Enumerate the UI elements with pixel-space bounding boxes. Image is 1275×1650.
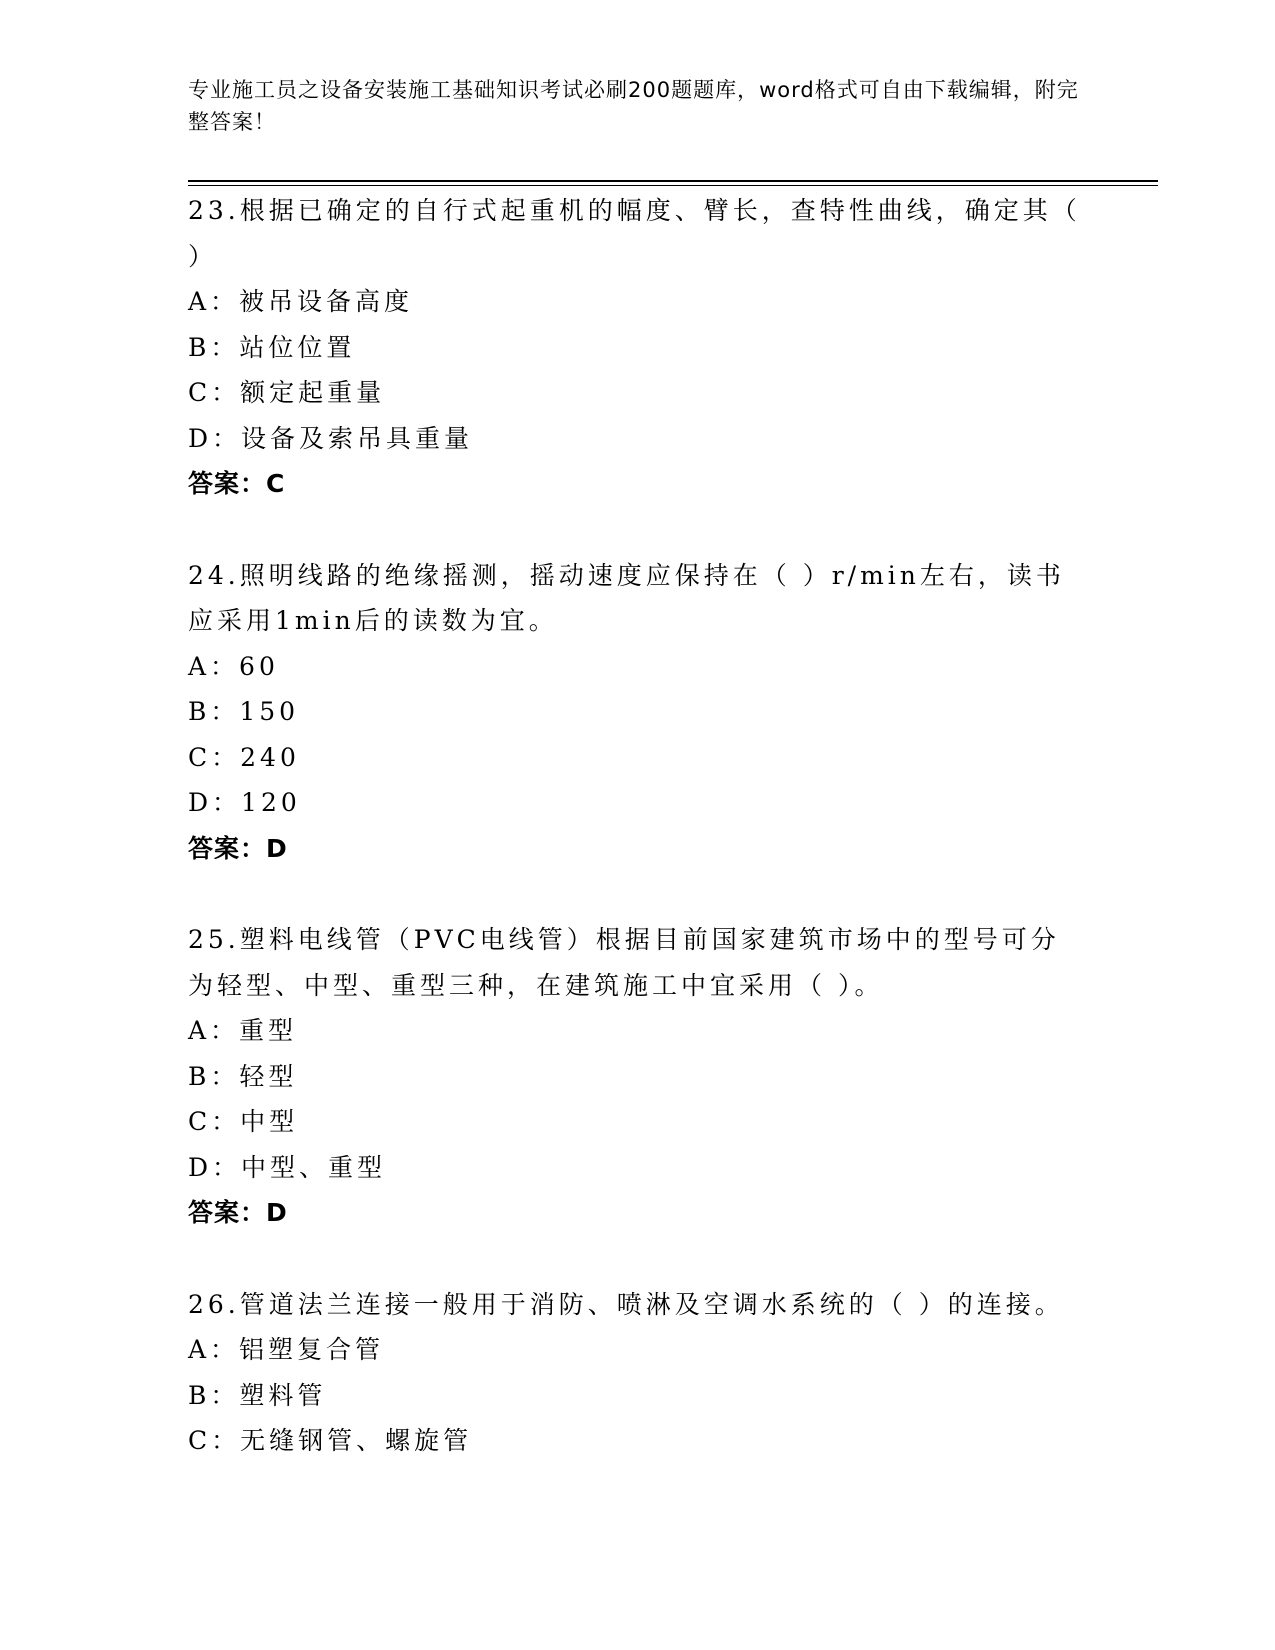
option-b: B：150 (188, 697, 300, 726)
option-c: C：中型 (188, 1107, 299, 1136)
answer: 答案：D (188, 1198, 288, 1227)
option-b: B：塑料管 (188, 1380, 327, 1410)
header-divider-thin (188, 185, 1158, 186)
header-divider (188, 180, 1158, 182)
question-24 (188, 553, 1088, 872)
option-d: D：120 (188, 788, 301, 817)
question-26 (188, 1282, 1088, 1464)
answer: 答案：C (188, 469, 286, 498)
question-stem: 26.管道法兰连接一般用于消防、喷淋及空调水系统的（ ）的连接。 (188, 1289, 1064, 1319)
option-c: C：240 (188, 742, 300, 772)
option-a: A：铝塑复合管 (188, 1335, 385, 1364)
answer: 答案：D (188, 833, 288, 863)
question-stem: 25.塑料电线管（PVC电线管）根据目前国家建筑市场中的型号可分为轻型、中型、重型三种，在建筑施工中宜采用（ ）。 (188, 925, 1060, 1000)
option-a: A：60 (188, 651, 279, 681)
option-c: C：额定起重量 (188, 378, 386, 407)
question-23 (188, 188, 1093, 507)
question-list (188, 188, 1093, 1510)
option-c: C：无缝钢管、螺旋管 (188, 1426, 473, 1455)
option-b: B：站位位置 (188, 332, 356, 362)
question-25 (188, 917, 1088, 1236)
option-b: B：轻型 (188, 1061, 298, 1091)
option-d: D：中型、重型 (188, 1152, 387, 1182)
option-d: D：设备及索吊具重量 (188, 423, 474, 453)
option-a: A：被吊设备高度 (188, 287, 414, 316)
option-a: A：重型 (188, 1016, 298, 1045)
question-stem: 23.根据已确定的自行式起重机的幅度、臂长，查特性曲线，确定其（ ） (188, 196, 1093, 271)
document-header: 专业施工员之设备安装施工基础知识考试必刷200题题库，word格式可自由下载编辑，附完整答案！ (188, 78, 1079, 134)
question-stem: 24.照明线路的绝缘摇测，摇动速度应保持在（ ）r/min左右，读书应采用1min后的读数为宜。 (188, 560, 1065, 635)
